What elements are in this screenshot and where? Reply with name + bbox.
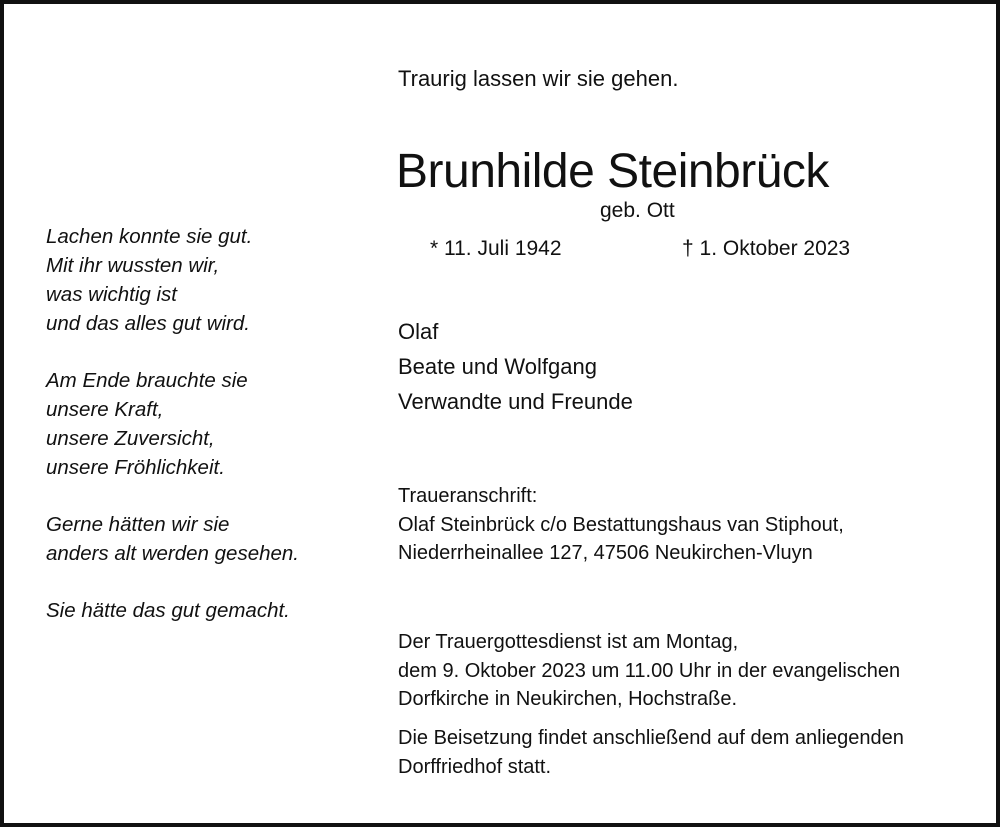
burial-line: Die Beisetzung findet anschließend auf dem anliegenden <box>398 727 904 749</box>
address-line: Olaf Steinbrück c/o Bestattungshaus van Stiphout, <box>398 513 844 536</box>
mourning-address <box>398 482 844 568</box>
service-line: Dorfkirche in Neukirchen, Hochstraße. <box>398 688 738 710</box>
mourners-list <box>398 314 633 419</box>
burial-info <box>398 724 904 781</box>
burial-line: Dorffriedhof statt. <box>398 755 552 778</box>
mourner-name: Olaf <box>398 319 439 344</box>
poem-stanza <box>46 222 299 338</box>
poem-stanza <box>46 366 299 482</box>
poem-line: Gerne hätten wir sie <box>46 513 230 536</box>
intro-line: Traurig lassen wir sie gehen. <box>398 66 679 91</box>
birth-date: * 11. Juli 1942 <box>430 237 562 260</box>
poem-line: was wichtig ist <box>46 283 178 306</box>
poem <box>46 222 299 653</box>
poem-line: anders alt werden gesehen. <box>46 542 300 565</box>
poem-line: unsere Zuversicht, <box>46 427 215 450</box>
poem-stanza <box>46 596 299 625</box>
service-line: dem 9. Oktober 2023 um 11.00 Uhr in der evangelischen <box>398 659 901 682</box>
poem-line: unsere Kraft, <box>46 398 164 421</box>
deceased-name: Brunhilde Steinbrück <box>396 145 829 198</box>
maiden-name: geb. Ott <box>600 199 675 222</box>
poem-line: Sie hätte das gut gemacht. <box>46 599 290 622</box>
service-line: Der Trauergottesdienst ist am Montag, <box>398 631 739 653</box>
mourner-name: Beate und Wolfgang <box>398 354 597 379</box>
address-heading: Traueranschrift: <box>398 485 538 507</box>
poem-line: Lachen konnte sie gut. <box>46 225 253 248</box>
poem-line: unsere Fröhlichkeit. <box>46 456 225 479</box>
poem-line: und das alles gut wird. <box>46 312 250 335</box>
poem-line: Mit ihr wussten wir, <box>46 254 220 277</box>
poem-line: Am Ende brauchte sie <box>46 369 248 392</box>
mourner-name: Verwandte und Freunde <box>398 389 633 414</box>
funeral-service-info <box>398 628 900 714</box>
poem-stanza <box>46 510 299 568</box>
address-line: Niederrheinallee 127, 47506 Neukirchen-Vluyn <box>398 542 813 564</box>
death-date: † 1. Oktober 2023 <box>682 237 851 260</box>
